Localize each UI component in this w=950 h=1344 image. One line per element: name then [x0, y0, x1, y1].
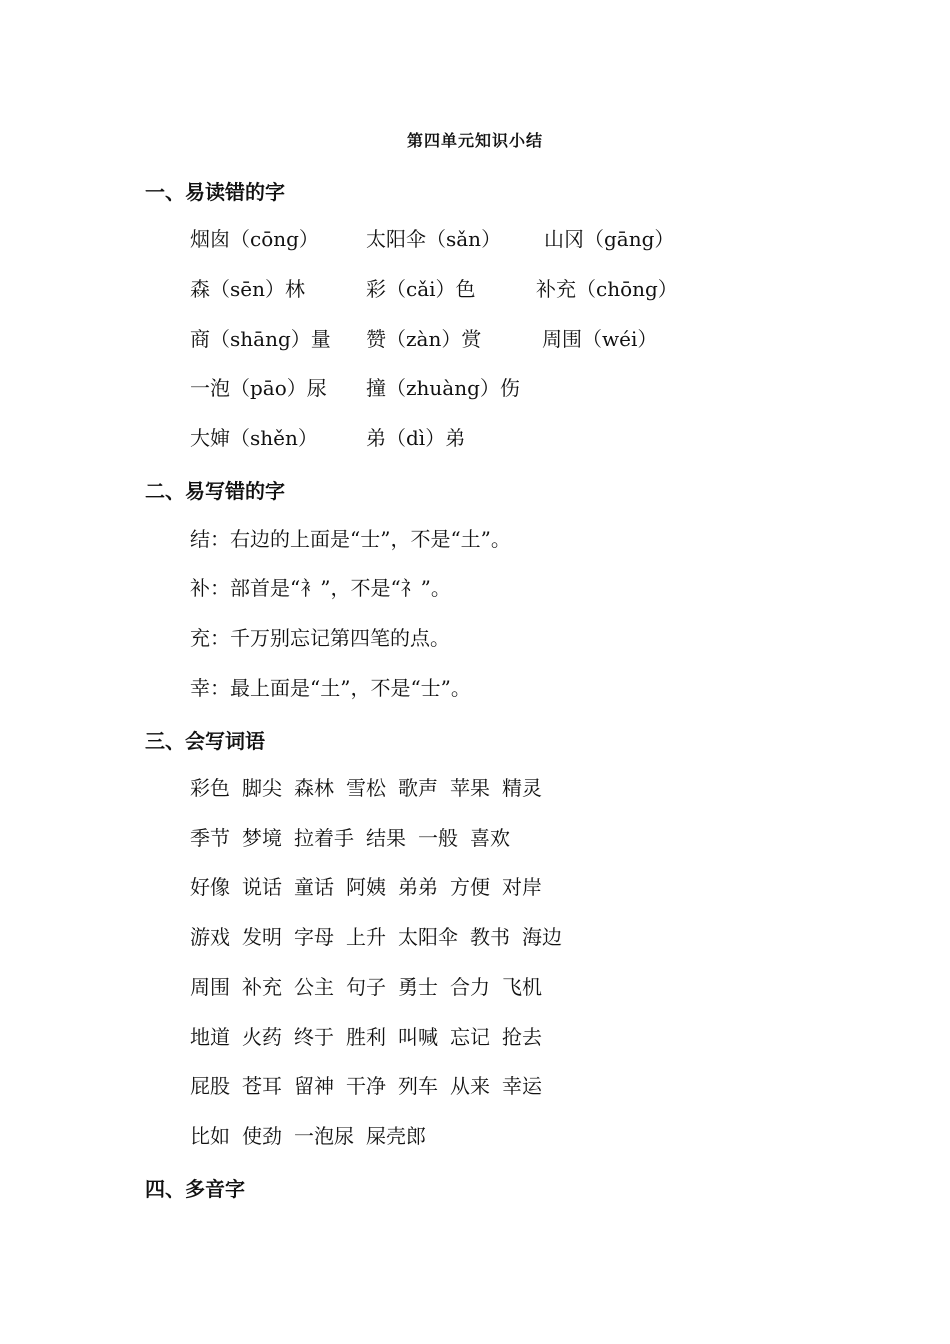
section-heading-4: 四、多音字 — [145, 1177, 245, 1201]
word: 叫喊 — [398, 1025, 438, 1049]
word-row — [190, 1073, 554, 1099]
section-heading-1: 一、易读错的字 — [145, 180, 285, 204]
word: 合力 — [450, 975, 490, 999]
word: 屁股 — [190, 1074, 230, 1098]
word: 上升 — [346, 925, 386, 949]
reading-item: 赞（zàn）赏 — [366, 327, 482, 351]
word: 飞机 — [502, 975, 542, 999]
reading-item: 周围（wéi） — [542, 327, 658, 351]
word: 精灵 — [502, 776, 542, 800]
reading-item: 撞（zhuàng）伤 — [366, 376, 520, 400]
reading-item: 补充（chōng） — [536, 277, 678, 301]
word: 句子 — [346, 975, 386, 999]
reading-item: 弟（dì）弟 — [366, 426, 466, 450]
word: 对岸 — [502, 875, 542, 899]
word: 梦境 — [242, 826, 282, 850]
reading-item: 一泡（pāo）尿 — [190, 376, 327, 400]
page-title: 第四单元知识小结 — [406, 131, 543, 150]
writing-note: 补：部首是“衤”，不是“礻”。 — [190, 576, 451, 600]
word: 列车 — [398, 1074, 438, 1098]
word: 喜欢 — [470, 826, 510, 850]
word: 彩色 — [190, 776, 230, 800]
word: 苹果 — [450, 776, 490, 800]
reading-item: 森（sēn）林 — [190, 277, 305, 301]
reading-item: 商（shāng）量 — [190, 327, 331, 351]
reading-item: 彩（cǎi）色 — [366, 277, 476, 301]
word: 森林 — [294, 776, 334, 800]
word-row — [190, 874, 554, 900]
word: 游戏 — [190, 925, 230, 949]
word: 拉着手 — [294, 826, 354, 850]
word-row — [190, 924, 574, 950]
word: 公主 — [294, 975, 334, 999]
writing-note: 充：千万别忘记第四笔的点。 — [190, 626, 450, 650]
word-row — [190, 825, 522, 851]
word: 苍耳 — [242, 1074, 282, 1098]
word: 海边 — [522, 925, 562, 949]
reading-item: 太阳伞（sǎn） — [366, 227, 502, 251]
word-row — [190, 775, 554, 801]
word: 抢去 — [502, 1025, 542, 1049]
word: 说话 — [242, 875, 282, 899]
word: 结果 — [366, 826, 406, 850]
word: 周围 — [190, 975, 230, 999]
word: 比如 — [190, 1124, 230, 1148]
word: 胜利 — [346, 1025, 386, 1049]
word: 字母 — [294, 925, 334, 949]
word: 补充 — [242, 975, 282, 999]
reading-item: 烟囱（cōng） — [190, 227, 319, 251]
word: 地道 — [190, 1025, 230, 1049]
word: 勇士 — [398, 975, 438, 999]
section-heading-3: 三、会写词语 — [145, 729, 265, 753]
word: 忘记 — [450, 1025, 490, 1049]
word: 歌声 — [398, 776, 438, 800]
section-heading-2: 二、易写错的字 — [145, 479, 285, 503]
word: 弟弟 — [398, 875, 438, 899]
word: 雪松 — [346, 776, 386, 800]
word: 阿姨 — [346, 875, 386, 899]
word-row — [190, 1024, 554, 1050]
word: 留神 — [294, 1074, 334, 1098]
word: 发明 — [242, 925, 282, 949]
word: 教书 — [470, 925, 510, 949]
word: 使劲 — [242, 1124, 282, 1148]
reading-item: 大婶（shěn） — [190, 426, 318, 450]
word: 火药 — [242, 1025, 282, 1049]
word: 屎壳郎 — [366, 1124, 426, 1148]
word: 季节 — [190, 826, 230, 850]
word: 一泡尿 — [294, 1124, 354, 1148]
word: 脚尖 — [242, 776, 282, 800]
word: 从来 — [450, 1074, 490, 1098]
word: 幸运 — [502, 1074, 542, 1098]
word: 太阳伞 — [398, 925, 458, 949]
writing-note: 幸：最上面是“土”，不是“士”。 — [190, 676, 471, 700]
word-row — [190, 1123, 438, 1149]
word: 一般 — [418, 826, 458, 850]
writing-note: 结：右边的上面是“士”，不是“土”。 — [190, 527, 511, 551]
word: 终于 — [294, 1025, 334, 1049]
word: 好像 — [190, 875, 230, 899]
word: 童话 — [294, 875, 334, 899]
reading-item: 山冈（gāng） — [544, 227, 675, 251]
word-row — [190, 974, 554, 1000]
word: 方便 — [450, 875, 490, 899]
word: 干净 — [346, 1074, 386, 1098]
